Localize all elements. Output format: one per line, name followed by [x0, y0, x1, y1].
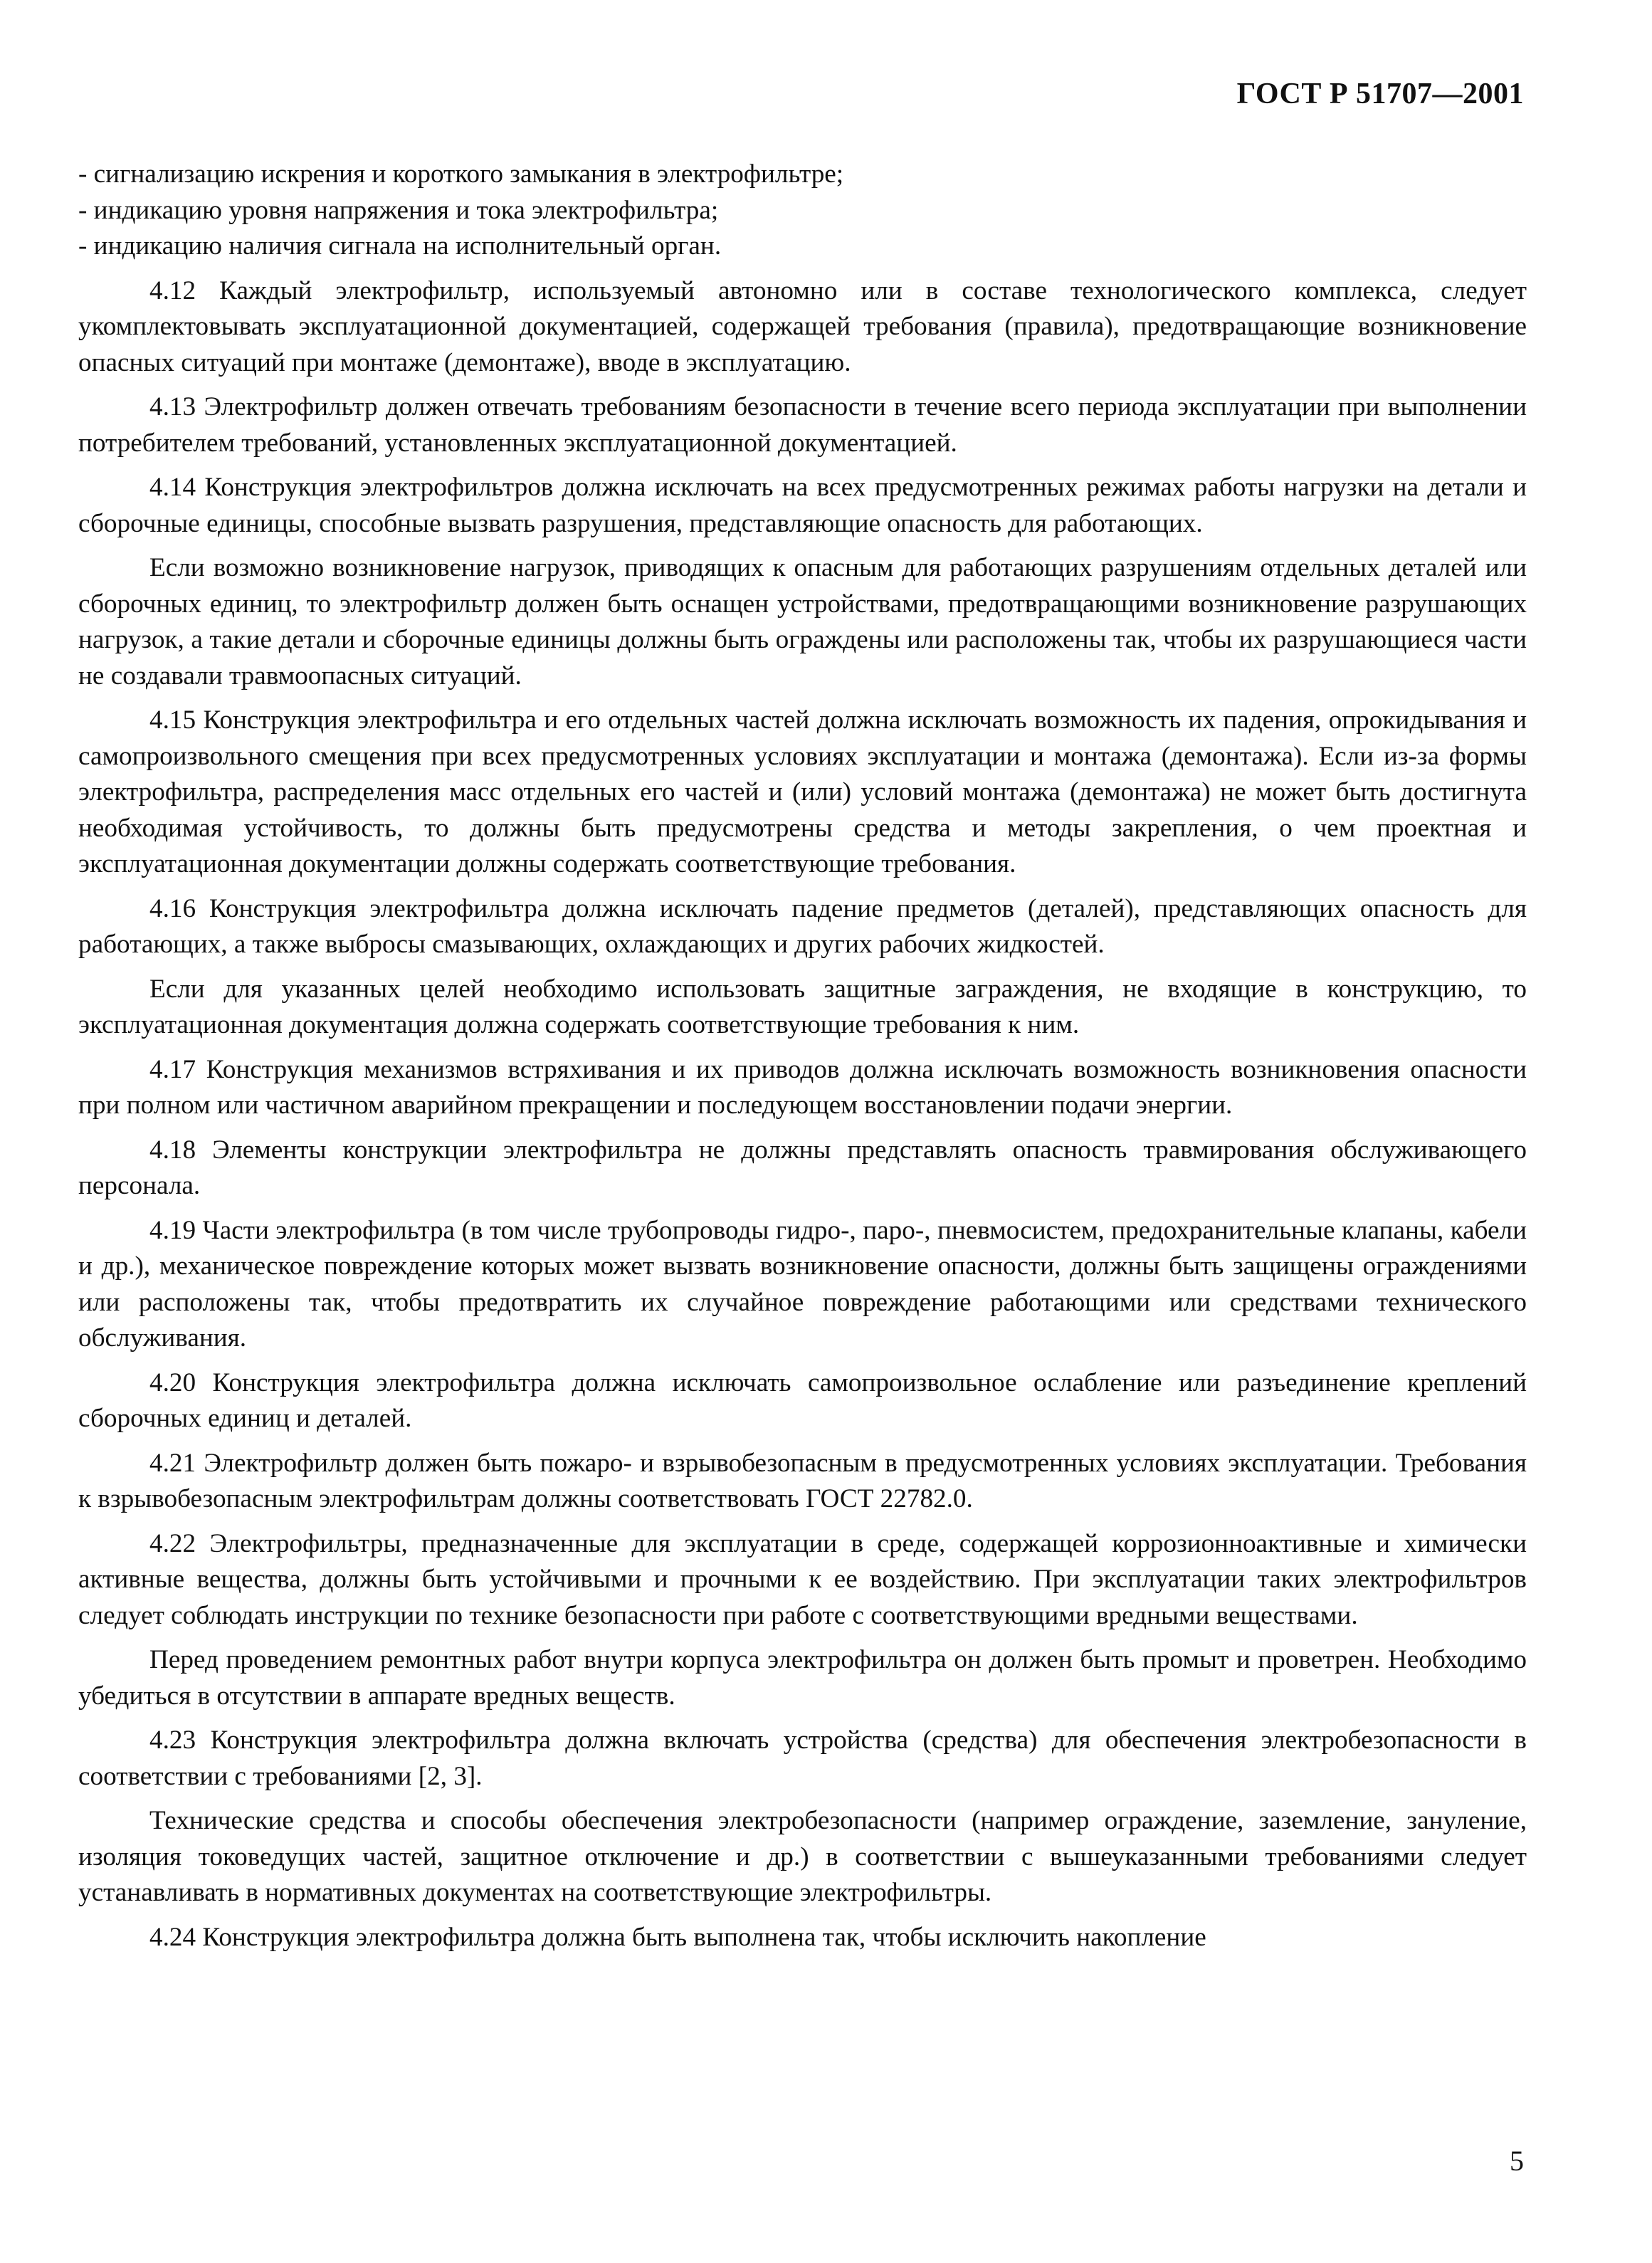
clause-4-24: 4.24 Конструкция электрофильтра должна быть выполнена так, чтобы исключить накопление	[149, 1922, 1206, 1952]
clause-4-22: 4.22 Электрофильтры, предназначенные для эксплуатации в среде, содержащей коррозионноактивные и химически активные вещества, должны быть устойчивыми и прочными к ее воздействию. При эксплуатации таких электрофильтров следует соблюдать инструкции по технике безопасности при работе с соответствующими вредными веществами.	[78, 1528, 1527, 1630]
clause-4-16-paragraph-2: Если для указанных целей необходимо использовать защитные заграждения, не входящие в конструкцию, то эксплуатационная документация должна содержать соответствующие требования к ним.	[78, 974, 1527, 1039]
clause-4-14-paragraph-2: Если возможно возникновение нагрузок, приводящих к опасным для работающих разрушениям отдельных деталей или сборочных единиц, то электрофильтр должен быть оснащен устройствами, предотвращающими возникновение разрушающих нагрузок, а такие детали и сборочные единицы должны быть ограждены или расположены так, чтобы их разрушающиеся части не создавали травмоопасных ситуаций.	[78, 553, 1527, 691]
clause-4-13: 4.13 Электрофильтр должен отвечать требованиям безопасности в течение всего периода эксплуатации при выполнении потребителем требований, установленных эксплуатационной документацией.	[78, 392, 1527, 458]
bullet-item: - индикацию наличия сигнала на исполнительный орган.	[78, 231, 722, 261]
clause-4-22-paragraph-2: Перед проведением ремонтных работ внутри корпуса электрофильтра он должен быть промыт и проветрен. Необходимо убедиться в отсутствии в аппарате вредных веществ.	[78, 1645, 1527, 1711]
clause-4-18: 4.18 Элементы конструкции электрофильтра не должны представлять опасность травмирования обслуживающего персонала.	[78, 1135, 1527, 1200]
clause-4-23: 4.23 Конструкция электрофильтра должна включать устройства (средства) для обеспечения электробезопасности в соответствии с требованиями [2, 3].	[78, 1726, 1527, 1791]
clause-4-12: 4.12 Каждый электрофильтр, используемый автономно или в составе технологического комплекса, следует укомплектовывать эксплуатационной документацией, содержащей требования (правила), предотвращающие возникновение опасных ситуаций при монтаже (демонтаже), вводе в эксплуатацию.	[78, 275, 1527, 377]
bullet-item: - индикацию уровня напряжения и тока электрофильтра;	[78, 195, 719, 225]
clause-4-21: 4.21 Электрофильтр должен быть пожаро- и взрывобезопасным в предусмотренных условиях эксплуатации. Требования к взрывобезопасным электрофильтрам должны соответствовать ГОСТ 22782.0.	[78, 1448, 1527, 1513]
clause-4-23-paragraph-2: Технические средства и способы обеспечения электробезопасности (например ограждение, заземление, зануление, изоляция токоведущих частей, защитное отключение и др.) в соответствии с вышеуказанными требованиями следует устанавливать в нормативных документах на соответствующие электрофильтры.	[78, 1806, 1527, 1907]
clause-4-14: 4.14 Конструкция электрофильтров должна исключать на всех предусмотренных режимах работы нагрузки на детали и сборочные единицы, способные вызвать разрушения, представляющие опасность для работающих.	[78, 473, 1527, 538]
page-number: 5	[1510, 2145, 1524, 2177]
clause-4-19: 4.19 Части электрофильтра (в том числе трубопроводы гидро-, паро-, пневмосистем, предохранительные клапаны, кабели и др.), механическое повреждение которых может вызвать возникновение опасности, должны быть защищены ограждениями или расположены так, чтобы предотвратить их случайное повреждение работающими или средствами технического обслуживания.	[78, 1215, 1527, 1353]
document-header: ГОСТ Р 51707—2001	[1236, 78, 1524, 110]
document-body	[78, 157, 1527, 1955]
clause-4-20: 4.20 Конструкция электрофильтра должна исключать самопроизвольное ослабление или разъединение креплений сборочных единиц и деталей.	[78, 1367, 1527, 1433]
clause-4-17: 4.17 Конструкция механизмов встряхивания и их приводов должна исключать возможность возникновения опасности при полном или частичном аварийном прекращении и последующем восстановлении подачи энергии.	[78, 1054, 1527, 1120]
clause-4-16: 4.16 Конструкция электрофильтра должна исключать падение предметов (деталей), представляющих опасность для работающих, а также выбросы смазывающих, охлаждающих и других рабочих жидкостей.	[78, 893, 1527, 959]
clause-4-15: 4.15 Конструкция электрофильтра и его отдельных частей должна исключать возможность их падения, опрокидывания и самопроизвольного смещения при всех предусмотренных условиях эксплуатации и монтажа (демонтажа). Если из-за формы электрофильтра, распределения масс отдельных его частей и (или) условий монтажа (демонтажа) не может быть достигнута необходимая устойчивость, то должны быть предусмотрены средства и методы закрепления, о чем проектная и эксплуатационная документации должны содержать соответствующие требования.	[78, 705, 1527, 878]
bullet-item: - сигнализацию искрения и короткого замыкания в электрофильтре;	[78, 159, 844, 189]
